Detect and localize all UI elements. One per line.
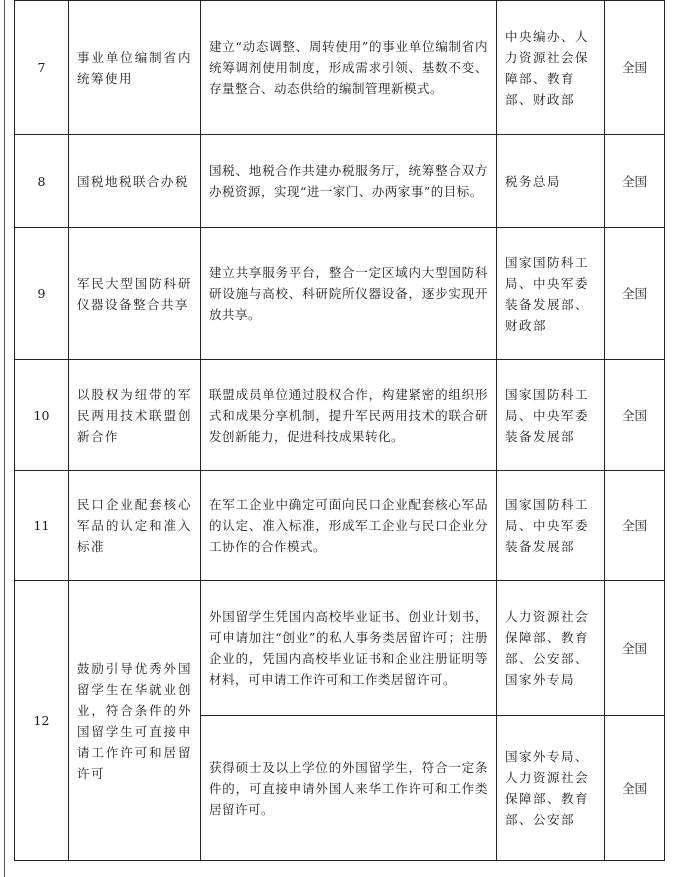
table-row: [15, 360, 665, 471]
item-content: 建立“动态调整、周转使用”的事业单位编制省内统筹调剂使用制度，形成需求引领、基数不变、存量整合、动态供给的编制管理新模式。: [201, 1, 497, 135]
item-name: 民口企业配套核心军品的认定和准入标准: [69, 471, 201, 581]
row-number: 11: [15, 471, 69, 581]
promotion-scope: 全国: [605, 135, 665, 228]
responsible-department: 国家国防科工局、中央军委装备发展部: [497, 471, 605, 581]
table-row: [15, 471, 665, 581]
item-content: 联盟成员单位通过股权合作，构建紧密的组织形式和成果分享机制，提升军民两用技术的联合研发创新能力，促进科技成果转化。: [201, 360, 497, 471]
promotion-scope: 全国: [605, 228, 665, 360]
promotion-scope: 全国: [605, 581, 665, 716]
policy-table-page: [14, 0, 664, 877]
table-row: [15, 1, 665, 135]
item-name: 事业单位编制省内统筹使用: [69, 1, 201, 135]
row-number: 12: [15, 581, 69, 861]
item-content: 在军工企业中确定可面向民口企业配套核心军品的认定、准入标准，形成军工企业与民口企业分工协作的合作模式。: [201, 471, 497, 581]
promotion-scope: 全国: [605, 716, 665, 861]
promotion-scope: 全国: [605, 360, 665, 471]
policy-table: [14, 0, 665, 861]
item-content: 国税、地税合作共建办税服务厅，统筹整合双方办税资源，实现“进一家门、办两家事”的目标。: [201, 135, 497, 228]
row-number: 9: [15, 228, 69, 360]
item-content: 外国留学生凭国内高校毕业证书、创业计划书，可申请加注“创业”的私人事务类居留许可；注册企业的，凭国内高校毕业证书和企业注册证明等材料，可申请工作许可和工作类居留许可。: [201, 581, 497, 716]
item-name: 国税地税联合办税: [69, 135, 201, 228]
responsible-department: 国家国防科工局、中央军委装备发展部、财政部: [497, 228, 605, 360]
promotion-scope: 全国: [605, 471, 665, 581]
item-name: 军民大型国防科研仪器设备整合共享: [69, 228, 201, 360]
item-name: 以股权为纽带的军民两用技术联盟创新合作: [69, 360, 201, 471]
row-number: 7: [15, 1, 69, 135]
responsible-department: 国家国防科工局、中央军委装备发展部: [497, 360, 605, 471]
responsible-department: 人力资源社会保障部、教育部、公安部、国家外专局: [497, 581, 605, 716]
item-name: 鼓励引导优秀外国留学生在华就业创业，符合条件的外国留学生可直接申请工作许可和居留许可: [69, 581, 201, 861]
table-row: [15, 135, 665, 228]
page-left-rule: [4, 0, 5, 877]
promotion-scope: 全国: [605, 1, 665, 135]
responsible-department: 税务总局: [497, 135, 605, 228]
item-content: 获得硕士及以上学位的外国留学生，符合一定条件的，可直接申请外国人来华工作许可和工作类居留许可。: [201, 716, 497, 861]
table-row: [15, 228, 665, 360]
responsible-department: 中央编办、人力资源社会保障部、教育部、财政部: [497, 1, 605, 135]
row-number: 8: [15, 135, 69, 228]
responsible-department: 国家外专局、人力资源社会保障部、教育部、公安部: [497, 716, 605, 861]
row-number: 10: [15, 360, 69, 471]
table-row: [15, 581, 665, 716]
item-content: 建立共享服务平台，整合一定区域内大型国防科研设施与高校、科研院所仪器设备，逐步实现开放共享。: [201, 228, 497, 360]
